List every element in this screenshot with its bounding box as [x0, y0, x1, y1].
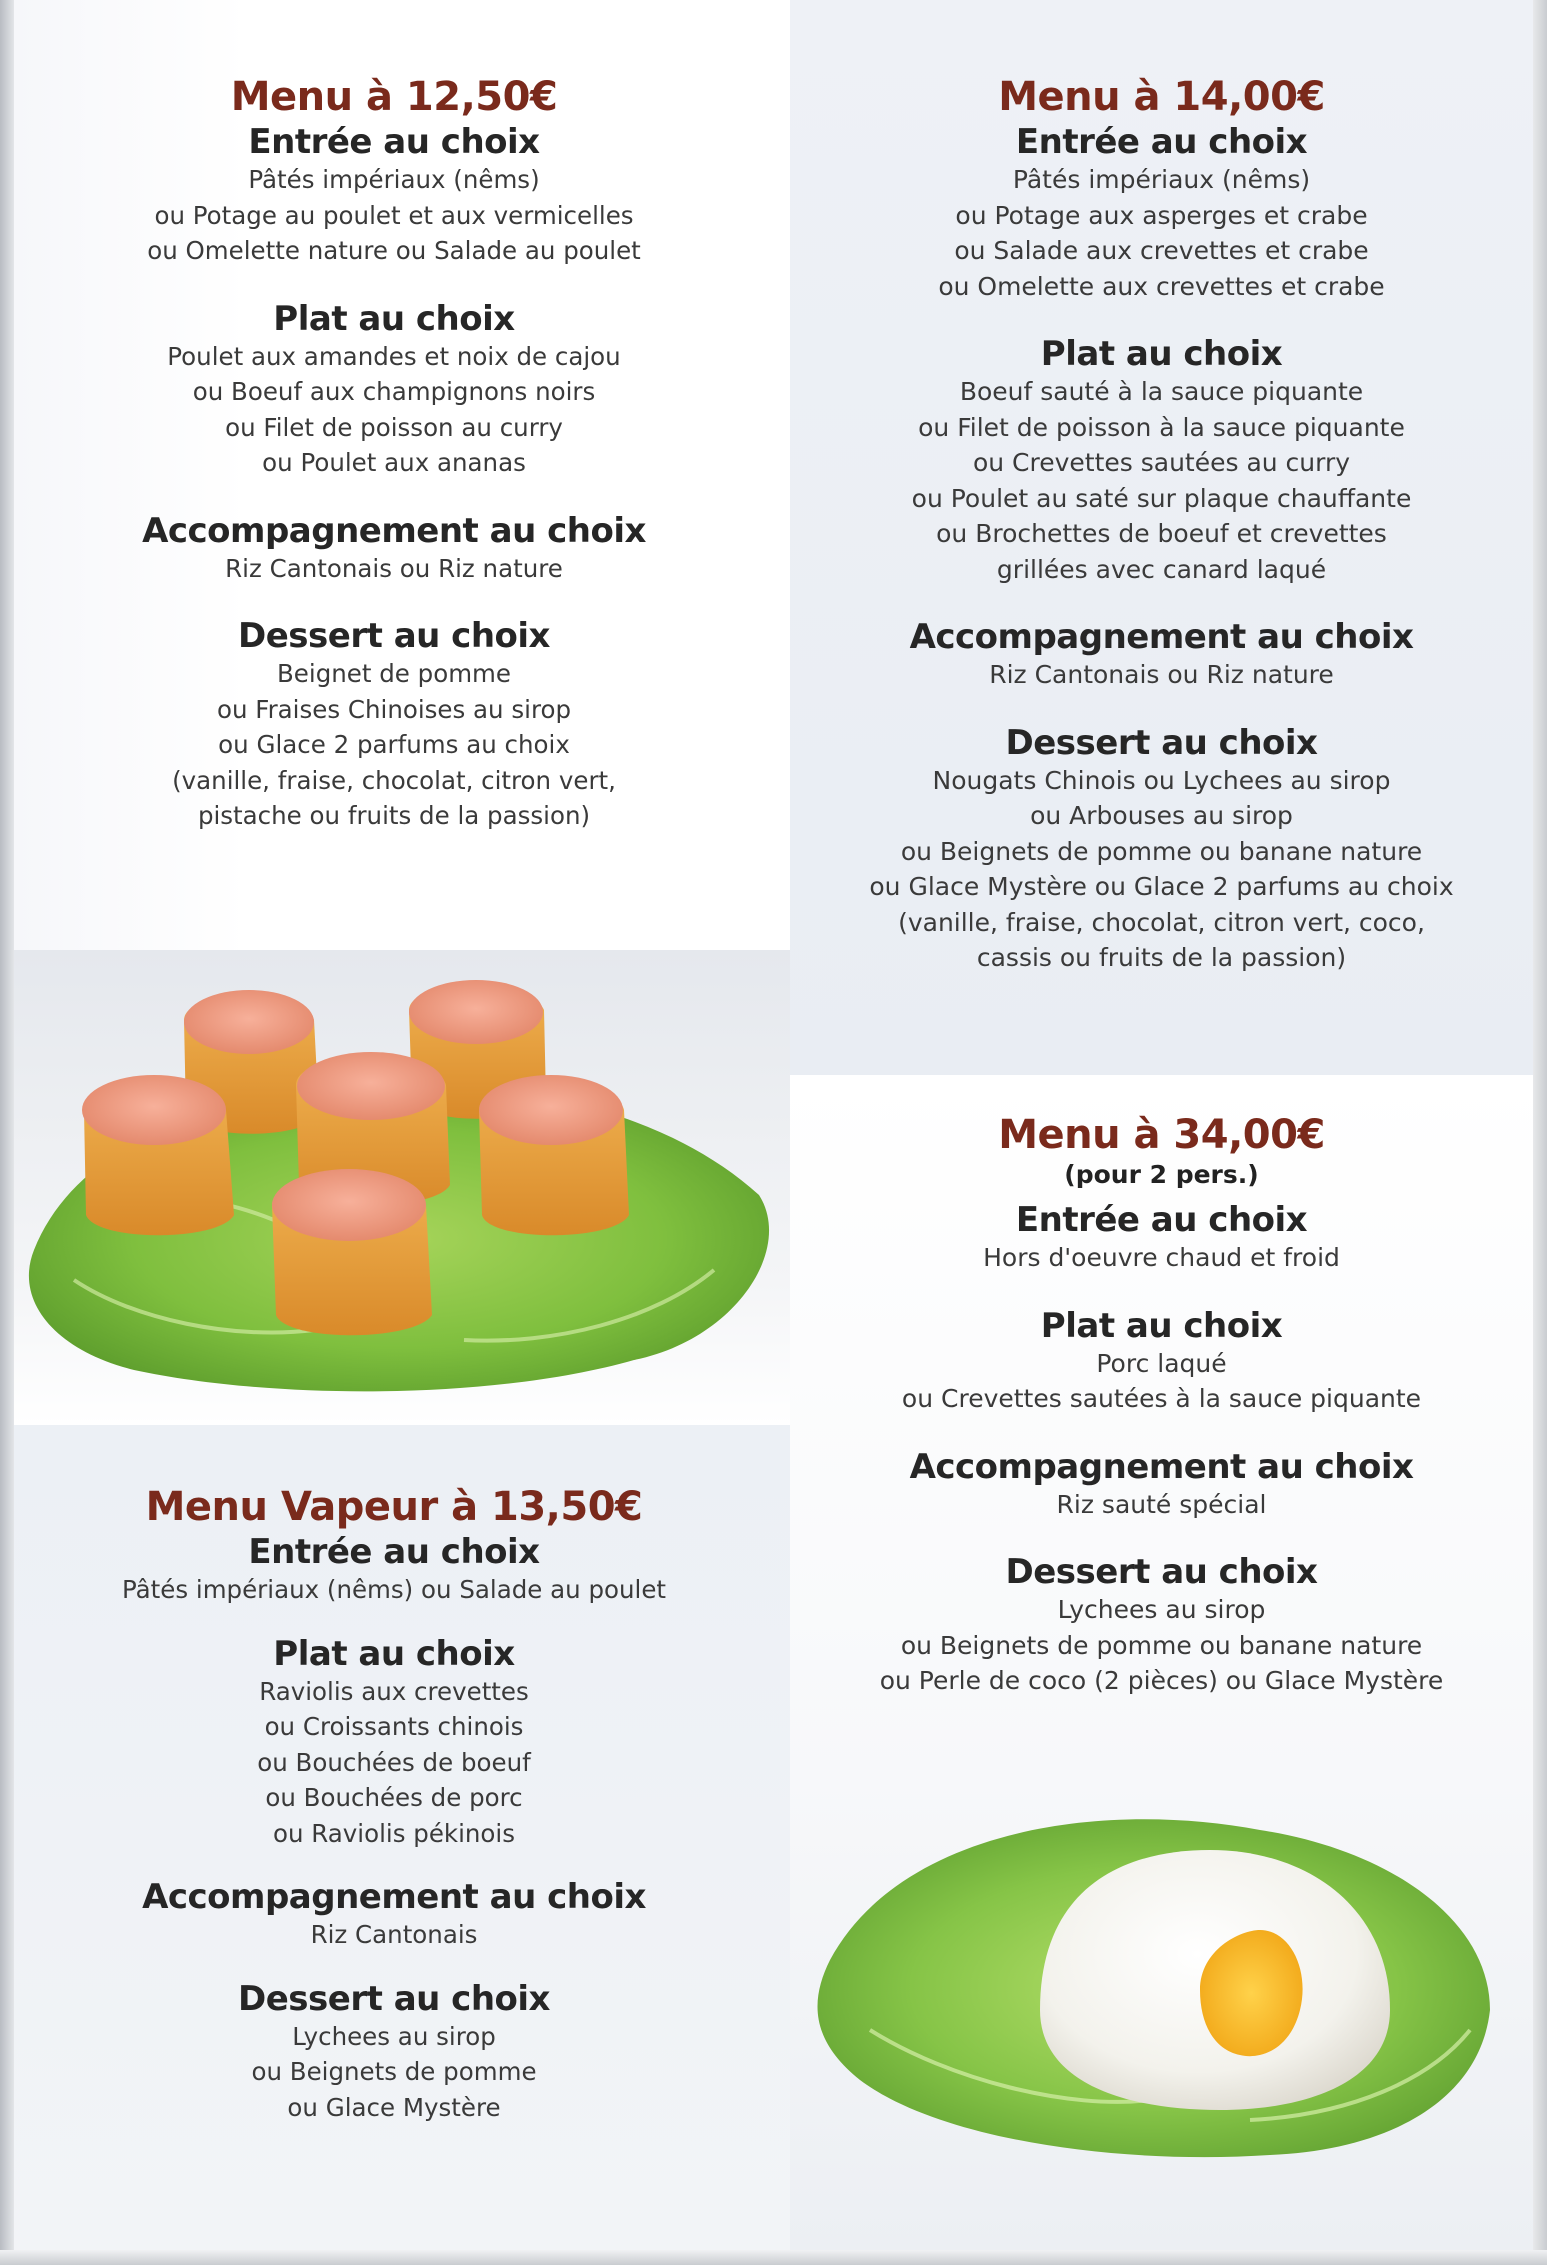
course-entree: [790, 1200, 1533, 1276]
menu-item: Riz sauté spécial: [1056, 1489, 1267, 1519]
course-title: Plat au choix: [1040, 334, 1283, 374]
menu-item: Pâtés impériaux (nêms): [248, 165, 540, 194]
menu-item: ou Bouchées de porc: [265, 1783, 523, 1812]
course-dessert: [790, 723, 1533, 976]
menu-item: ou Boeuf aux champignons noirs: [192, 377, 596, 406]
menu-12-50: [14, 72, 774, 834]
course-title: Dessert au choix: [238, 616, 550, 656]
course-title: Entrée au choix: [1015, 1200, 1308, 1240]
course-items: [790, 1487, 1533, 1523]
menu-item: ou Arbouses au sirop: [1030, 801, 1293, 830]
menu-item: ou Brochettes de boeuf et crevettes: [936, 519, 1387, 548]
course-items: [14, 1917, 774, 1953]
menu-item: Beignet de pomme: [277, 659, 511, 688]
siu-mai-illustration: [14, 950, 790, 1425]
menu-item: Nougats Chinois ou Lychees au sirop: [932, 765, 1391, 795]
course-entree: [14, 122, 774, 269]
menu-title: Menu à 14,00€: [998, 74, 1325, 120]
course-items: [790, 162, 1533, 304]
menu-item: ou Crevettes sautées à la sauce piquante: [901, 1384, 1422, 1413]
course-title: Dessert au choix: [1005, 722, 1318, 763]
menu-item: ou Filet de poisson à la sauce piquante: [918, 412, 1405, 442]
course-title: Accompagnement au choix: [909, 617, 1414, 657]
menu-item: ou Filet de poisson au curry: [225, 412, 563, 442]
course-items: [14, 339, 774, 481]
menu-item: ou Fraises Chinoises au sirop: [216, 694, 572, 724]
menu-item: ou Perle de coco (2 pièces) ou Glace Mystère: [879, 1666, 1444, 1695]
course-items: [14, 2019, 774, 2126]
course-dessert: [790, 1552, 1533, 1699]
menu-item: Poulet aux amandes et noix de cajou: [167, 341, 621, 371]
course-plat: [790, 334, 1533, 587]
course-entree: [790, 122, 1533, 304]
menu-item: Riz Cantonais ou Riz nature: [989, 660, 1334, 689]
menu-vapeur-13-50: [14, 1482, 774, 2125]
menu-item: ou Glace 2 parfums au choix: [218, 730, 570, 759]
menu-item: ou Poulet aux ananas: [262, 448, 526, 477]
course-title: Entrée au choix: [1015, 122, 1308, 162]
menu-item: ou Beignets de pomme ou banane nature: [900, 1630, 1423, 1660]
course-accompagnement: [14, 1877, 774, 1953]
menu-item: ou Glace Mystère: [287, 2092, 501, 2122]
page-edge-bottom: [0, 2250, 1547, 2265]
course-items: [790, 657, 1533, 693]
menu-item: Lychees au sirop: [292, 2021, 496, 2051]
course-items: [14, 162, 774, 269]
course-title: Accompagnement au choix: [909, 1446, 1414, 1487]
photo-siu-mai-dumplings: [14, 950, 790, 1425]
menu-item: ou Crevettes sautées au curry: [972, 448, 1351, 477]
course-items: [790, 1240, 1533, 1276]
menu-title: Menu à 12,50€: [230, 74, 558, 120]
course-title: Entrée au choix: [248, 122, 540, 162]
course-title: Plat au choix: [273, 298, 515, 339]
menu-item: cassis ou fruits de la passion): [976, 943, 1347, 972]
menu-subtitle: (pour 2 pers.): [1064, 1160, 1259, 1189]
menu-14-00: [790, 72, 1533, 976]
course-title: Plat au choix: [1040, 1305, 1283, 1346]
course-items: [14, 656, 774, 834]
course-items: [14, 1674, 774, 1852]
course-dessert: [14, 1979, 774, 2126]
menu-item: ou Croissants chinois: [264, 1712, 524, 1741]
course-accompagnement: [790, 1447, 1533, 1523]
course-plat: [790, 1306, 1533, 1417]
course-items: [790, 763, 1533, 976]
photo-coconut-pearl: [790, 1780, 1533, 2250]
menu-item: (vanille, fraise, chocolat, citron vert,: [172, 765, 616, 795]
menu-item: ou Glace Mystère ou Glace 2 parfums au choix: [869, 872, 1454, 901]
menu-item: Raviolis aux crevettes: [259, 1676, 529, 1706]
coconut-pearl-illustration: [790, 1780, 1533, 2250]
course-title: Accompagnement au choix: [142, 510, 646, 551]
course-items: [790, 374, 1533, 587]
course-entree: [14, 1532, 774, 1608]
menu-item: ou Omelette nature ou Salade au poulet: [147, 236, 641, 265]
menu-item: Porc laqué: [1096, 1348, 1227, 1378]
menu-item: (vanille, fraise, chocolat, citron vert, coco,: [898, 907, 1425, 937]
course-accompagnement: [790, 617, 1533, 693]
menu-item: ou Omelette aux crevettes et crabe: [938, 271, 1385, 301]
menu-item: Boeuf sauté à la sauce piquante: [959, 377, 1364, 406]
menu-item: ou Potage au poulet et aux vermicelles: [154, 200, 634, 230]
menu-item: Riz Cantonais: [310, 1920, 478, 1949]
menu-title: Menu Vapeur à 13,50€: [145, 1484, 643, 1530]
course-title: Entrée au choix: [248, 1532, 540, 1572]
course-title: Dessert au choix: [238, 1978, 550, 2019]
course-plat: [14, 299, 774, 481]
menu-34-00: [790, 1110, 1533, 1699]
course-items: [14, 1572, 774, 1608]
page-edge-right: [1533, 0, 1547, 2265]
menu-item: ou Bouchées de boeuf: [257, 1747, 531, 1777]
menu-item: grillées avec canard laqué: [996, 554, 1327, 584]
menu-item: ou Beignets de pomme ou banane nature: [900, 836, 1423, 866]
course-title: Dessert au choix: [1005, 1552, 1318, 1592]
course-plat: [14, 1634, 774, 1852]
course-items: [790, 1592, 1533, 1699]
menu-item: Pâtés impériaux (nêms): [1012, 165, 1311, 194]
menu-item: ou Beignets de pomme: [251, 2057, 537, 2086]
course-dessert: [14, 616, 774, 834]
menu-item: Hors d'oeuvre chaud et froid: [983, 1243, 1340, 1272]
page-edge-left: [0, 0, 14, 2265]
course-items: [14, 551, 774, 587]
course-title: Plat au choix: [273, 1633, 515, 1674]
menu-item: ou Poulet au saté sur plaque chauffante: [911, 483, 1412, 513]
menu-title: Menu à 34,00€: [998, 1112, 1325, 1158]
menu-item: ou Raviolis pékinois: [273, 1818, 515, 1848]
menu-item: ou Potage aux asperges et crabe: [955, 200, 1368, 230]
menu-item: ou Salade aux crevettes et crabe: [954, 236, 1369, 265]
menu-item: Riz Cantonais ou Riz nature: [225, 553, 563, 583]
menu-item: pistache ou fruits de la passion): [197, 801, 591, 830]
course-title: Accompagnement au choix: [142, 1877, 646, 1917]
menu-item: Pâtés impériaux (nêms) ou Salade au poulet: [121, 1575, 667, 1604]
course-accompagnement: [14, 511, 774, 587]
menu-item: Lychees au sirop: [1057, 1595, 1266, 1624]
course-items: [790, 1346, 1533, 1417]
